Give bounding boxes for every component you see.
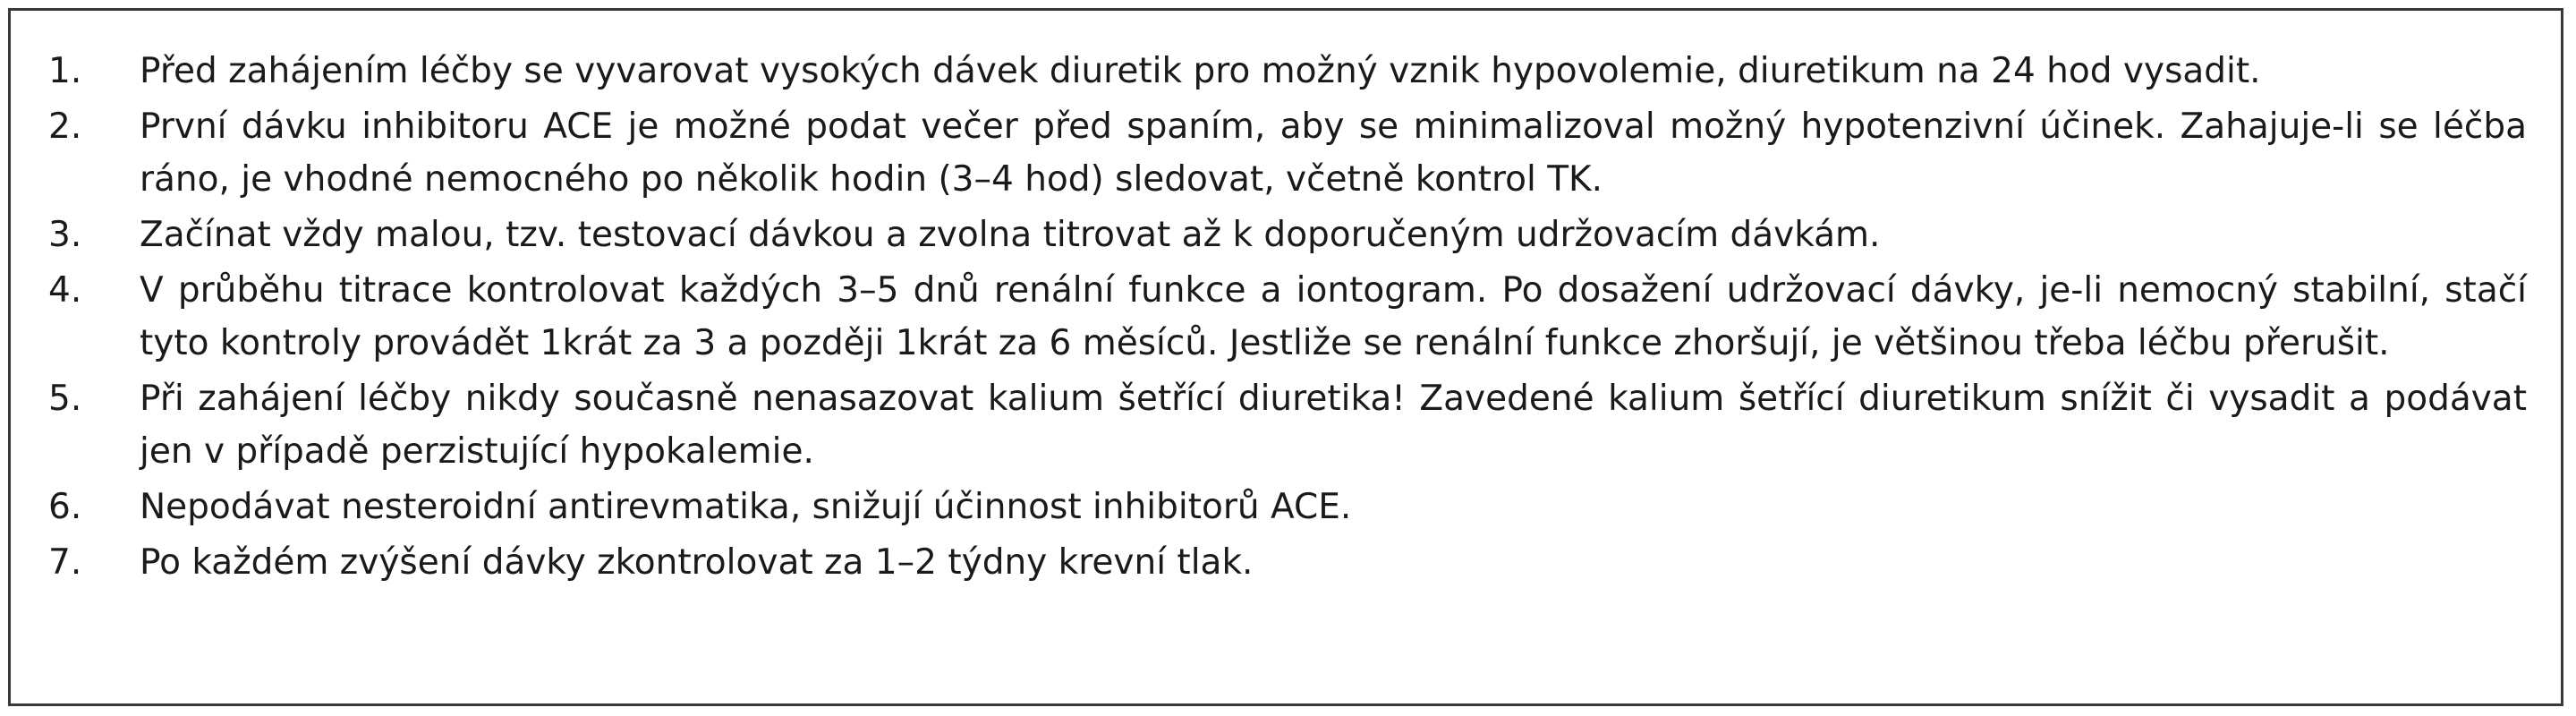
list-item [11,45,2561,98]
list-item [11,100,2561,206]
list-item [11,264,2561,370]
item-number: 1. [48,51,82,91]
list-item [11,481,2561,533]
item-number: 4. [48,270,82,311]
item-text: Po každém zvýšení dávky zkontrolovat za 1–2 týdny krevní tlak. [140,542,1254,583]
recommendation-box [8,8,2563,706]
item-text: První dávku inhibitoru ACE je možné podat večer před spaním, aby se minimalizoval možný hypotenzivní účinek. Zahajuje-li se léčba ráno, je vhodné nemocného po několik hodin (3–4 hod) sledovat, včetně kontrol TK. [140,107,2527,200]
item-number: 3. [48,215,82,255]
item-text: Před zahájením léčby se vyvarovat vysokých dávek diuretik pro možný vznik hypovolemie, diuretikum na 24 hod vysadit. [140,51,2261,91]
item-text: Při zahájení léčby nikdy současně nenasazovat kalium šetřící diuretika! Zavedené kalium šetřící diuretikum snížit či vysadit a podávat jen v případě perzistující hypokalemie. [140,379,2527,472]
item-number: 5. [48,379,82,419]
list-item [11,372,2561,478]
recommendation-list [11,45,2561,592]
item-text: Nepodávat nesteroidní antirevmatika, snižují účinnost inhibitorů ACE. [140,487,1352,527]
item-text: Začínat vždy malou, tzv. testovací dávkou a zvolna titrovat až k doporučeným udržovacím dávkám. [140,215,1881,255]
list-item [11,536,2561,589]
item-number: 7. [48,542,82,583]
item-number: 2. [48,107,82,147]
item-text: V průběhu titrace kontrolovat každých 3–5 dnů renální funkce a iontogram. Po dosažení udržovací dávky, je-li nemocný stabilní, stačí tyto kontroly provádět 1krát za 3 a později 1krát za 6 měsíců. Jestliže se renální funkce zhoršují, je většinou třeba léčbu přerušit. [140,270,2527,363]
list-item [11,209,2561,261]
item-number: 6. [48,487,82,527]
